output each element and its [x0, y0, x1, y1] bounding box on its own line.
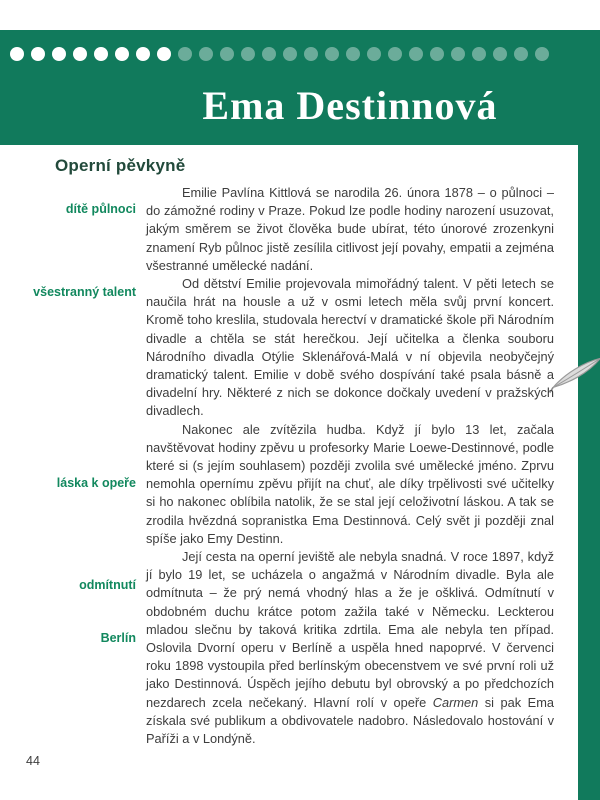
header-band — [0, 30, 600, 145]
dot-icon — [430, 47, 444, 61]
dot-icon — [346, 47, 360, 61]
page-title: Ema Destinnová — [202, 83, 498, 128]
quill-pen-icon — [546, 353, 600, 399]
margin-label-berlin: Berlín — [100, 631, 136, 646]
dot-icon — [10, 47, 24, 61]
margin-label-vsestranny-talent: všestranný talent — [33, 285, 136, 300]
dot-icon — [157, 47, 171, 61]
paragraph-row-4 — [30, 548, 554, 748]
dot-icon — [514, 47, 528, 61]
paragraph-2: Od dětství Emilie projevovala mimořádný talent. V pěti letech se naučila hrát na housle a už v osmi letech měla svůj první koncert. Kromě toho kreslila, studovala herectví v dramatické škole při Národním divadle a chtěla se stát herečkou. Její učitelka a členka souboru Národního divadla Otýlie Sklenářová-Malá v ní objevila neobyčejný dramatický talent. Emilie v době svého dospívání také psala básně a divadelní hry. Některé z nich se dokonce dočkaly uvedení v pražských divadlech. — [146, 276, 554, 419]
paragraph-row-3 — [30, 421, 554, 548]
paragraph-1: Emilie Pavlína Kittlová se narodila 26. února 1878 – o půlnoci – do zámožné rodiny v Praze. Pokud lze podle hodiny narození usuzovat, jakým směrem se život člověka bude ubírat, této únorové zrozenkyni znamení Ryb půlnoc jistě zesílila citlivost její povahy, empatii a zejména všestranné umělecké nadání. — [146, 185, 554, 273]
margin-label-laska-k-opere: láska k opeře — [56, 475, 136, 490]
dot-icon — [178, 47, 192, 61]
body-content — [30, 184, 554, 748]
paragraph-4-text-end: si pak Ema získala své publikum a obdivovatele nadobro. Následovalo hostování v Paříži a v Londýně. — [146, 694, 554, 747]
dot-icon — [493, 47, 507, 61]
margin-label-odmitnuti: odmítnutí — [79, 578, 136, 593]
dot-icon — [52, 47, 66, 61]
right-margin-strip — [578, 30, 600, 800]
paragraph-cell — [146, 421, 554, 548]
margin-label-cell — [30, 421, 136, 548]
dot-icon — [283, 47, 297, 61]
page-number: 44 — [26, 754, 40, 768]
margin-label-cell — [30, 275, 136, 421]
dot-icon — [451, 47, 465, 61]
margin-label-cell — [30, 548, 136, 748]
paragraph-cell — [146, 275, 554, 421]
paragraph-4-text: Její cesta na operní jeviště ale nebyla snadná. V roce 1897, když jí bylo 19 let, se ucházela o angažmá v Národním divadle. Byla ale odmítnuta – že prý nemá vhodný hlas a že je ošklivá. Odmítnutí v obdobném duchu krátce potom zažila také v Německu. Leckterou mladou slečnu by taková kritika zdrtila. Ema ale nebyla ten případ. Oslovila Dvorní operu v Berlíně a uspěla hned napoprvé. V červenci roku 1898 vystoupila před berlínským obecenstvem ve své první roli už jako Destinnová. Úspěch jejího debutu byl obrovský a po předchozích nezdarech zcela nečekaný. Hlavní rolí v opeře — [146, 549, 554, 710]
dot-icon — [94, 47, 108, 61]
dots-row — [10, 47, 549, 61]
paragraph-cell — [146, 548, 554, 748]
margin-label-cell — [30, 184, 136, 275]
dot-icon — [472, 47, 486, 61]
paragraph-4 — [146, 548, 554, 748]
dot-icon — [220, 47, 234, 61]
dot-icon — [535, 47, 549, 61]
dot-icon — [304, 47, 318, 61]
paragraph-cell — [146, 184, 554, 275]
dot-icon — [409, 47, 423, 61]
dot-icon — [388, 47, 402, 61]
paragraph-row-2 — [30, 275, 554, 421]
dot-icon — [367, 47, 381, 61]
paragraph-row-1 — [30, 184, 554, 275]
margin-label-dite-pulnoci: dítě půlnoci — [65, 202, 136, 216]
dot-icon — [73, 47, 87, 61]
section-heading: Operní pěvkyně — [55, 156, 186, 175]
paragraph-3: Nakonec ale zvítězila hudba. Když jí bylo 13 let, začala navštěvovat hodiny zpěvu u profesorky Marie Loewe-Destinnové, podle které si (s jejím souhlasem) později zvolila své umělecké jméno. Zprvu nemohla opernímu zpěvu přijít na chuť, ale díky trpělivosti své učitelky si ho nakonec oblíbila natolik, že se stal její celoživotní láskou. A tak se zrodila hvězdná sopranistka Ema Destinnová. Celý svět ji později znal spíše jako Emy Destinn. — [146, 421, 554, 546]
dot-icon — [199, 47, 213, 61]
dot-icon — [31, 47, 45, 61]
dot-icon — [241, 47, 255, 61]
dot-icon — [136, 47, 150, 61]
carmen-italic: Carmen — [432, 694, 479, 710]
dot-icon — [262, 47, 276, 61]
dot-icon — [115, 47, 129, 61]
dot-icon — [325, 47, 339, 61]
